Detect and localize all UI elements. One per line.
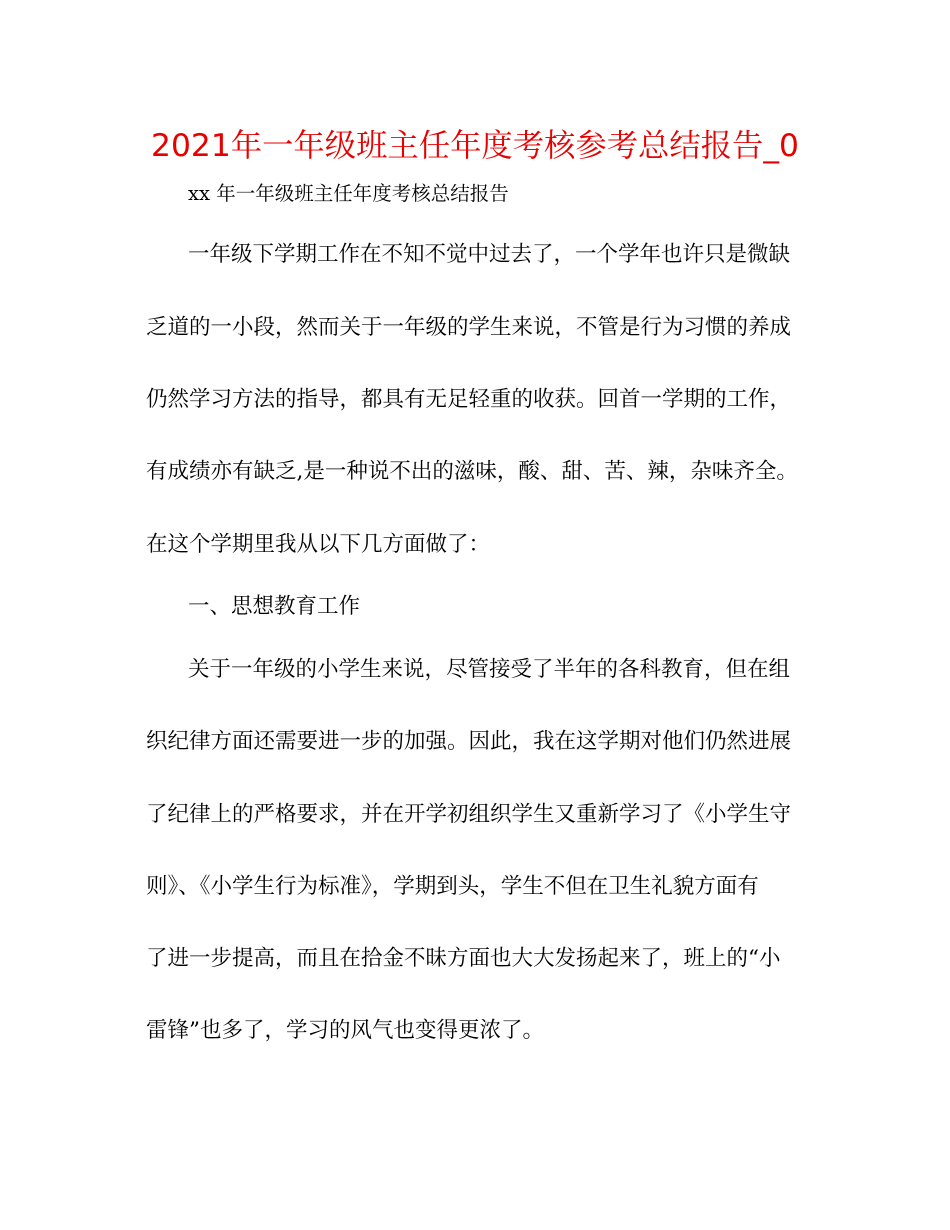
paragraph-line: 仍然学习方法的指导，都具有无足轻重的收获。回首一学期的工作， — [146, 387, 792, 412]
paragraph-line: 有成绩亦有缺乏,是一种说不出的滋味，酸、甜、苦、辣，杂味齐全。 — [146, 459, 798, 484]
paragraph-line: 了进一步提高，而且在拾金不昧方面也大大发扬起来了，班上的“小 — [146, 946, 781, 971]
paragraph-line: 了纪律上的严格要求，并在开学初组织学生又重新学习了《小学生守 — [146, 802, 792, 827]
paragraph-line: 则》、《小学生行为标准》，学期到头，学生不但在卫生礼貌方面有 — [146, 874, 759, 899]
paragraph-line: 关于一年级的小学生来说，尽管接受了半年的各科教育，但在组 — [188, 657, 791, 682]
paragraph-line: 在这个学期里我从以下几方面做了： — [146, 532, 491, 557]
paragraph-line: 一年级下学期工作在不知不觉中过去了，一个学年也许只是微缺 — [188, 242, 791, 267]
paragraph-line: 乏道的一小段，然而关于一年级的学生来说，不管是行为习惯的养成 — [146, 315, 792, 340]
document-title: 2021年一年级班主任年度考核参考总结报告_0 — [151, 128, 799, 164]
paragraph-line: 织纪律方面还需要进一步的加强。因此，我在这学期对他们仍然进展 — [146, 729, 792, 754]
section-heading: 一、思想教育工作 — [188, 594, 361, 619]
paragraph-line: 雷锋”也多了，学习的风气也变得更浓了。 — [146, 1018, 544, 1043]
document-subtitle: xx 年一年级班主任年度考核总结报告 — [188, 182, 509, 205]
